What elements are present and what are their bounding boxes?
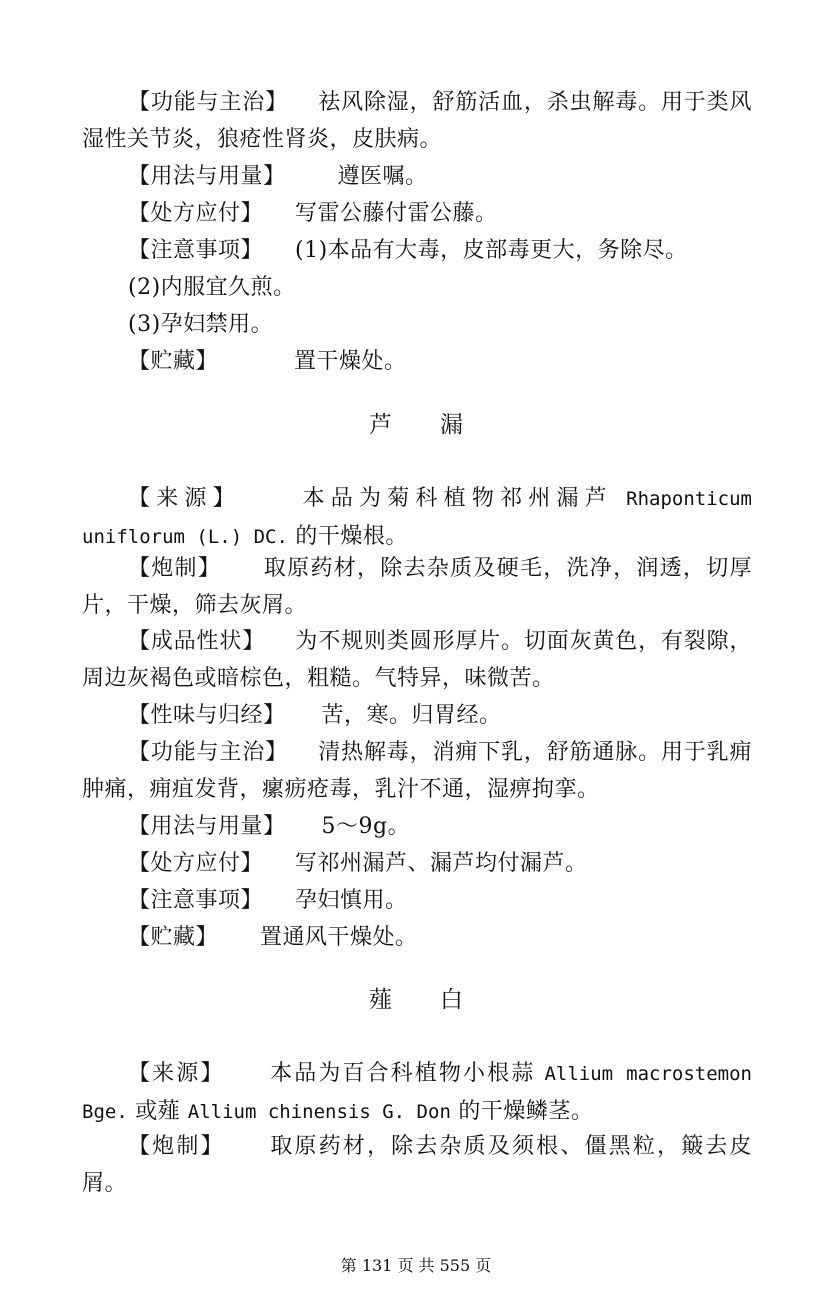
heading-char-2: 白 <box>440 987 463 1013</box>
storage-text: 置通风干燥处。 <box>260 925 418 950</box>
function-label: 【功能与主治】 <box>128 740 288 765</box>
usage-paragraph-1 <box>82 158 752 195</box>
caution-paragraph-2 <box>82 882 752 919</box>
usage-text: 遵医嘱。 <box>337 164 428 189</box>
function-paragraph-1 <box>82 84 752 158</box>
caution-text: 孕妇慎用。 <box>295 888 408 913</box>
prescription-text: 写祁州漏芦、漏芦均付漏芦。 <box>295 851 588 876</box>
function-text: 清热解毒，消痈下乳，舒筋通脉。用于乳痈肿痛，痈疽发背，瘰疬疮毒，乳汁不通，湿痹拘挛。 <box>82 740 752 802</box>
source-label: 【来源】 <box>128 1061 225 1086</box>
source-latin-name-1: Allium macrostemon Bge. <box>82 1063 752 1123</box>
taste-label: 【性味与归经】 <box>128 703 286 728</box>
storage-label: 【贮藏】 <box>128 349 219 374</box>
function-text: 祛风除湿，舒筋活血，杀虫解毒。用于类风湿性关节炎，狼疮性肾炎，皮肤病。 <box>82 90 752 152</box>
page-footer: 第 131 页 共 555 页 <box>340 1256 492 1275</box>
storage-text: 置干燥处。 <box>294 349 407 374</box>
usage-label: 【用法与用量】 <box>128 164 286 189</box>
source-paragraph-3 <box>82 1055 752 1131</box>
usage-text: 5～9g。 <box>321 814 411 839</box>
properties-paragraph-2 <box>82 623 752 697</box>
process-label: 【炮制】 <box>128 556 222 581</box>
heading-char-1: 芦 <box>369 412 392 438</box>
heading-char-2: 漏 <box>440 412 463 438</box>
source-latin-name-2: Allium chinensis G. Don <box>187 1101 451 1123</box>
source-end: 的干燥鳞茎。 <box>458 1099 594 1124</box>
source-text: 本品为菊科植物祁州漏芦 <box>296 486 613 511</box>
caution-label: 【注意事项】 <box>128 238 264 263</box>
taste-text: 苦，寒。归胃经。 <box>321 703 502 728</box>
source-end: 的干燥根。 <box>295 524 408 549</box>
storage-paragraph-2 <box>82 919 752 956</box>
usage-paragraph-2 <box>82 808 752 845</box>
process-text: 取原药材，除去杂质及须根、僵黑粒，簸去皮屑。 <box>82 1134 752 1196</box>
caution-text: (1)本品有大毒，皮部毒更大，务除尽。 <box>295 238 688 263</box>
process-label: 【炮制】 <box>128 1134 225 1159</box>
prescription-text: 写雷公藤付雷公藤。 <box>295 201 498 226</box>
source-latin-name: Rhaponticum uniflorum (L.) DC. <box>82 488 752 548</box>
usage-label: 【用法与用量】 <box>128 814 286 839</box>
source-paragraph-2 <box>82 480 752 556</box>
storage-label: 【贮藏】 <box>128 925 219 950</box>
storage-paragraph-1 <box>82 343 752 380</box>
function-paragraph-2 <box>82 734 752 808</box>
properties-label: 【成品性状】 <box>128 629 266 654</box>
prescription-paragraph-2 <box>82 845 752 882</box>
prescription-label: 【处方应付】 <box>128 851 264 876</box>
section-heading-loulu <box>0 410 832 440</box>
caution-item-2: (2)内服宜久煎。 <box>128 275 296 300</box>
source-mid: 或薤 <box>135 1099 181 1124</box>
process-text: 取原药材，除去杂质及硬毛，洗净，润透，切厚片，干燥，筛去灰屑。 <box>82 556 752 618</box>
heading-char-1: 薤 <box>369 987 392 1013</box>
source-text: 本品为百合科植物小根蒜 <box>268 1061 536 1086</box>
taste-paragraph-2 <box>82 697 752 734</box>
section-heading-xiebai <box>0 985 832 1015</box>
caution-paragraph-1 <box>82 232 752 269</box>
caution-label: 【注意事项】 <box>128 888 264 913</box>
caution-item-3: (3)孕妇禁用。 <box>128 312 274 337</box>
process-paragraph-3 <box>82 1128 752 1202</box>
prescription-paragraph-1 <box>82 195 752 232</box>
prescription-label: 【处方应付】 <box>128 201 264 226</box>
properties-text: 为不规则类圆形厚片。切面灰黄色，有裂隙，周边灰褐色或暗棕色，粗糙。气特异，味微苦。 <box>82 629 752 691</box>
function-label: 【功能与主治】 <box>128 90 288 115</box>
process-paragraph-2 <box>82 550 752 624</box>
source-label: 【来源】 <box>128 486 241 511</box>
